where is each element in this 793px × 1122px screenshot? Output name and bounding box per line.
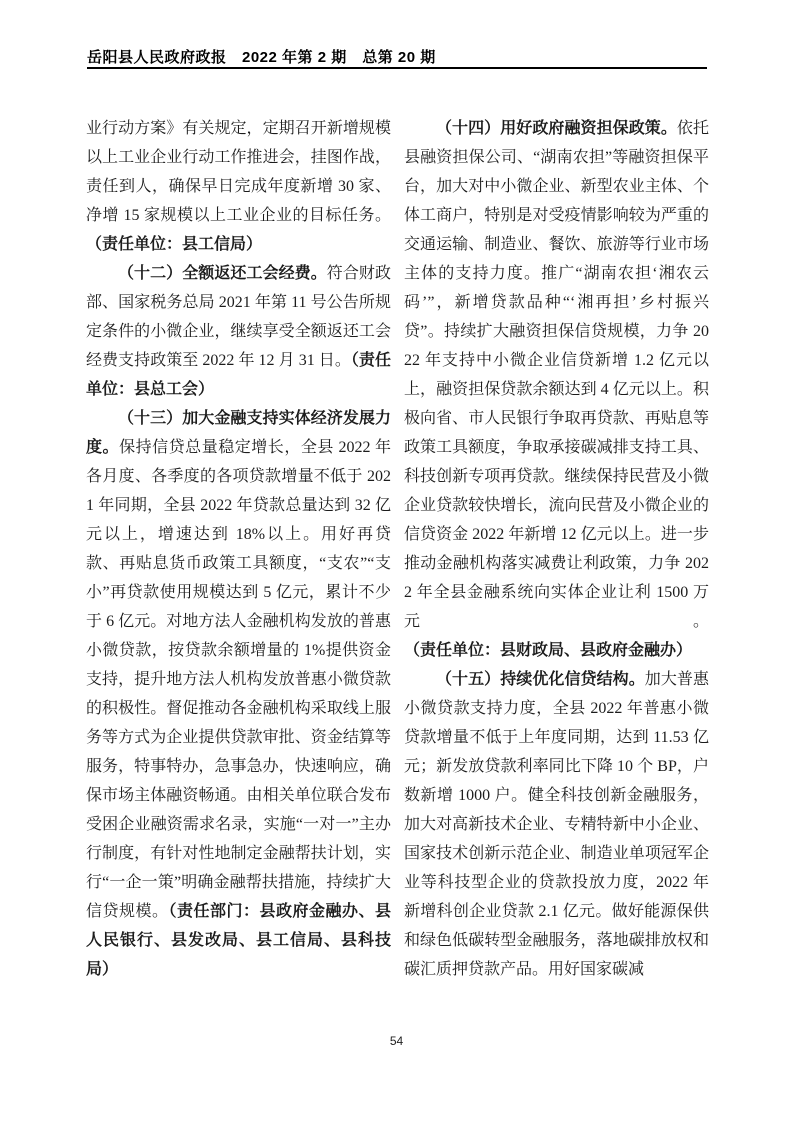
page-number: 54 bbox=[389, 1034, 404, 1048]
bold-text-segment: （责任单位：县财政局、县政府金融办） bbox=[404, 642, 693, 659]
bold-text-segment: （责任单位：县总工会） bbox=[86, 352, 391, 398]
paragraph bbox=[86, 404, 391, 984]
header-divider bbox=[87, 67, 707, 69]
text-segment: 符合财政部、国家税务总局 2021 年第 11 号公告所规定条件的小微企业，继续享受全额返还工会经费支持政策至 2022 年 12 月 31 日。 bbox=[86, 265, 391, 369]
bold-text-segment: （十三）加大金融支持实体经济发展力度。 bbox=[86, 410, 391, 456]
text-segment: 保持信贷总量稳定增长，全县 2022 年各月度、各季度的各项贷款增量不低于 2021 年同期，全县 2022 年贷款总量达到 32 亿元以上，增速达到 18%以上。用好再贷款、再贴息货币政策工具额度，“支农”“支小”再贷款使用规模达到 5 亿元，累计不少于 6 亿元。对地方法人金融机构发放的普惠小微贷款，按贷款余额增量的 1%提供资金支持，提升地方法人机构发放普惠小微贷款的积极性。督促推动各金融机构采取线上服务等方式为企业提供贷款审批、资金结算等服务，特事特办，急事急办，快速响应，确保市场主体融资畅通。由相关单位联合发布受困企业融资需求名录，实施“一对一”主办行制度，有针对性地制定金融帮扶计划，实行“一企一策”明确金融帮扶措施，持续扩大信贷规模。 bbox=[86, 439, 391, 920]
page-header-title: 岳阳县人民政府政报 2022 年第 2 期 总第 20 期 bbox=[87, 49, 436, 66]
text-segment: 依托县融资担保公司、“湖南农担”等融资担保平台，加大对中小微企业、新型农业主体、个体工商户，特别是对受疫情影响较为严重的交通运输、制造业、餐饮、旅游等行业市场主体的支持力度。推广“湖南农担‘湘农云码’”，新增贷款品种“‘湘再担’乡村振兴贷”。持续扩大融资担保信贷规模，力争 2022 年支持中小微企业信贷新增 1.2 亿元以上，融资担保贷款余额达到 4 亿元以上。积极向省、市人民银行争取再贷款、再贴息等政策工具额度，争取承接碳减排支持工具、科技创新专项再贷款。继续保持民营及小微企业贷款较快增长，流向民营及小微企业的信贷资金 2022 年新增 12 亿元以上。进一步推动金融机构落实减费让利政策，力争 2022 年全县金融系统向实体企业让利 1500 万元。 bbox=[404, 120, 709, 630]
paragraph bbox=[86, 259, 391, 404]
text-segment: 加大普惠小微贷款支持力度，全县 2022 年普惠小微贷款增量不低于上年度同期，达到 11.53 亿元；新发放贷款利率同比下降 10 个 BP，户数新增 1000 户。健全科技创新金融服务，加大对高新技术企业、专精特新中小企业、国家技术创新示范企业、制造业单项冠军企业等科技型企业的贷款投放力度，2022 年新增科创企业贷款 2.1 亿元。做好能源保供和绿色低碳转型金融服务，落地碳排放权和碳汇质押贷款产品。用好国家碳减 bbox=[404, 671, 709, 978]
text-segment: 业行动方案》有关规定，定期召开新增规模以上工业企业行动工作推进会，挂图作战，责任到人，确保早日完成年度新增 30 家、净增 15 家规模以上工业企业的目标任务。 bbox=[86, 120, 391, 224]
bold-text-segment: （责任单位：县工信局） bbox=[86, 236, 263, 253]
document-body bbox=[86, 114, 710, 984]
text-column-left bbox=[86, 114, 391, 984]
text-column-right bbox=[404, 114, 709, 984]
paragraph bbox=[404, 114, 709, 665]
bold-text-segment: （十五）持续优化信贷结构。 bbox=[436, 671, 645, 688]
bold-text-segment: （责任部门：县政府金融办、县人民银行、县发改局、县工信局、县科技局） bbox=[86, 903, 391, 978]
paragraph bbox=[86, 114, 391, 259]
bold-text-segment: （十二）全额返还工会经费。 bbox=[118, 265, 327, 282]
paragraph bbox=[404, 665, 709, 984]
bold-text-segment: （十四）用好政府融资担保政策。 bbox=[436, 120, 677, 137]
